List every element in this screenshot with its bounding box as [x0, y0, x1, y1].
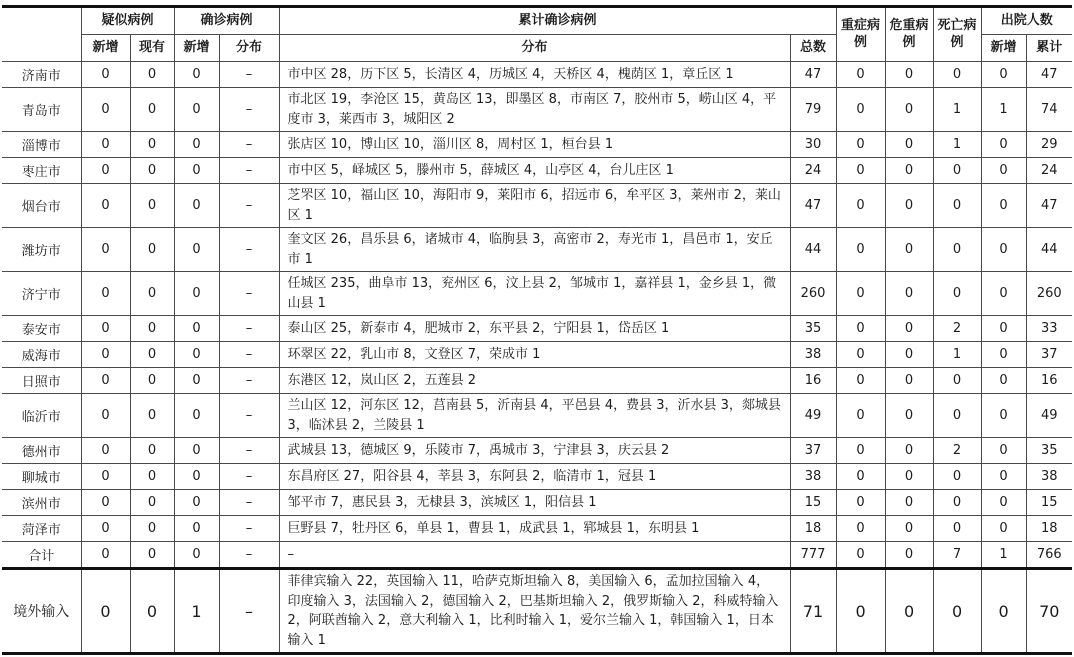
severe-cell: 0 — [836, 272, 885, 316]
severe-cell: 0 — [836, 368, 885, 394]
table-row-total — [2, 542, 1072, 569]
confirmed-new-cell: 0 — [174, 394, 219, 438]
header-discharged-cum: 累计 — [1026, 35, 1072, 62]
cumulative-total-cell: 260 — [790, 272, 836, 316]
suspected-existing-cell: 0 — [130, 88, 174, 132]
cumulative-total-cell: 79 — [790, 88, 836, 132]
confirmed-new-cell: 1 — [174, 569, 219, 654]
cumulative-total-cell: 777 — [790, 542, 836, 569]
table-row — [2, 158, 1072, 184]
confirmed-new-cell: 0 — [174, 368, 219, 394]
cumulative-total-cell: 38 — [790, 464, 836, 490]
cumulative-total-cell: 37 — [790, 438, 836, 464]
severe-cell: 0 — [836, 158, 885, 184]
discharged-cum-cell: 15 — [1026, 490, 1072, 516]
discharged-cum-cell: 16 — [1026, 368, 1072, 394]
confirmed-new-cell: 0 — [174, 542, 219, 569]
header-discharged-group: 出院人数 — [981, 7, 1072, 35]
death-cell: 0 — [933, 368, 981, 394]
cumulative-total-cell: 30 — [790, 132, 836, 158]
suspected-new-cell: 0 — [81, 368, 130, 394]
discharged-cum-cell: 260 — [1026, 272, 1072, 316]
suspected-existing-cell: 0 — [130, 438, 174, 464]
severe-cell: 0 — [836, 516, 885, 542]
city-cell: 枣庄市 — [2, 158, 81, 184]
suspected-new-cell: 0 — [81, 272, 130, 316]
confirmed-new-cell: 0 — [174, 316, 219, 342]
critical-cell: 0 — [885, 394, 933, 438]
discharged-new-cell: 0 — [981, 316, 1026, 342]
suspected-existing-cell: 0 — [130, 316, 174, 342]
city-cell: 泰安市 — [2, 316, 81, 342]
table-row — [2, 464, 1072, 490]
cumulative-total-cell: 35 — [790, 316, 836, 342]
severe-cell: 0 — [836, 542, 885, 569]
discharged-new-cell: 0 — [981, 62, 1026, 88]
suspected-new-cell: 0 — [81, 342, 130, 368]
death-cell: 0 — [933, 464, 981, 490]
header-discharged-new: 新增 — [981, 35, 1026, 62]
confirmed-dist-cell: – — [219, 88, 279, 132]
header-severe: 重症病例 — [836, 7, 885, 62]
death-cell: 2 — [933, 316, 981, 342]
severe-cell: 0 — [836, 438, 885, 464]
critical-cell: 0 — [885, 184, 933, 228]
critical-cell: 0 — [885, 88, 933, 132]
suspected-existing-cell: 0 — [130, 542, 174, 569]
confirmed-dist-cell: – — [219, 368, 279, 394]
confirmed-dist-cell: – — [219, 516, 279, 542]
cumulative-dist-cell: 兰山区 12，河东区 12，莒南县 5，沂南县 4，平邑县 4，费县 3，沂水县 3，郯城县 3，临沭县 2，兰陵县 1 — [279, 394, 790, 438]
severe-cell: 0 — [836, 88, 885, 132]
critical-cell: 0 — [885, 516, 933, 542]
death-cell: 2 — [933, 438, 981, 464]
confirmed-new-cell: 0 — [174, 490, 219, 516]
cumulative-total-cell: 49 — [790, 394, 836, 438]
corner-cell — [2, 7, 81, 62]
critical-cell: 0 — [885, 464, 933, 490]
cumulative-total-cell: 15 — [790, 490, 836, 516]
cumulative-dist-cell: 环翠区 22，乳山市 8，文登区 7，荣成市 1 — [279, 342, 790, 368]
confirmed-new-cell: 0 — [174, 516, 219, 542]
death-cell: 0 — [933, 490, 981, 516]
confirmed-dist-cell: – — [219, 228, 279, 272]
suspected-existing-cell: 0 — [130, 368, 174, 394]
suspected-existing-cell: 0 — [130, 464, 174, 490]
city-cell: 境外输入 — [2, 569, 81, 654]
suspected-new-cell: 0 — [81, 184, 130, 228]
cumulative-total-cell: 44 — [790, 228, 836, 272]
cumulative-dist-cell: 张店区 10，博山区 10，淄川区 8，周村区 1，桓台县 1 — [279, 132, 790, 158]
cumulative-dist-cell: 奎文区 26，昌乐县 6，诸城市 4，临朐县 3，高密市 2，寿光市 1，昌邑市 1，安丘市 1 — [279, 228, 790, 272]
death-cell: 0 — [933, 272, 981, 316]
critical-cell: 0 — [885, 228, 933, 272]
header-cumulative-group: 累计确诊病例 — [279, 7, 836, 35]
confirmed-dist-cell: – — [219, 490, 279, 516]
confirmed-new-cell: 0 — [174, 228, 219, 272]
suspected-existing-cell: 0 — [130, 342, 174, 368]
confirmed-dist-cell: – — [219, 316, 279, 342]
suspected-existing-cell: 0 — [130, 184, 174, 228]
table-row-imported — [2, 569, 1072, 654]
city-cell: 淄博市 — [2, 132, 81, 158]
death-cell: 0 — [933, 569, 981, 654]
cumulative-dist-cell: 东港区 12，岚山区 2，五莲县 2 — [279, 368, 790, 394]
confirmed-new-cell: 0 — [174, 184, 219, 228]
cumulative-dist-cell: 芝罘区 10，福山区 10，海阳市 9，莱阳市 6，招远市 6，牟平区 3，莱州市 2，莱山区 1 — [279, 184, 790, 228]
critical-cell: 0 — [885, 316, 933, 342]
severe-cell: 0 — [836, 464, 885, 490]
critical-cell: 0 — [885, 542, 933, 569]
death-cell: 1 — [933, 342, 981, 368]
table-row — [2, 394, 1072, 438]
header-suspected-group: 疑似病例 — [81, 7, 174, 35]
suspected-new-cell: 0 — [81, 316, 130, 342]
suspected-new-cell: 0 — [81, 88, 130, 132]
severe-cell: 0 — [836, 490, 885, 516]
city-cell: 济宁市 — [2, 272, 81, 316]
discharged-new-cell: 0 — [981, 158, 1026, 184]
header-confirmed-new: 新增 — [174, 35, 219, 62]
critical-cell: 0 — [885, 438, 933, 464]
city-cell: 烟台市 — [2, 184, 81, 228]
death-cell: 1 — [933, 132, 981, 158]
death-cell: 0 — [933, 394, 981, 438]
city-cell: 德州市 — [2, 438, 81, 464]
discharged-new-cell: 0 — [981, 490, 1026, 516]
header-confirmed-dist: 分布 — [219, 35, 279, 62]
confirmed-new-cell: 0 — [174, 158, 219, 184]
severe-cell: 0 — [836, 342, 885, 368]
discharged-cum-cell: 29 — [1026, 132, 1072, 158]
header-cumulative-dist: 分布 — [279, 35, 790, 62]
cumulative-dist-cell: 武城县 13，德城区 9，乐陵市 7，禹城市 3，宁津县 3，庆云县 2 — [279, 438, 790, 464]
cumulative-dist-cell: 巨野县 7，牡丹区 6，单县 1，曹县 1，成武县 1，郓城县 1，东明县 1 — [279, 516, 790, 542]
critical-cell: 0 — [885, 368, 933, 394]
suspected-new-cell: 0 — [81, 394, 130, 438]
suspected-new-cell: 0 — [81, 569, 130, 654]
table-body — [2, 62, 1072, 654]
severe-cell: 0 — [836, 228, 885, 272]
discharged-cum-cell: 33 — [1026, 316, 1072, 342]
header-suspected-existing: 现有 — [130, 35, 174, 62]
cumulative-total-cell: 47 — [790, 184, 836, 228]
confirmed-new-cell: 0 — [174, 272, 219, 316]
city-cell: 滨州市 — [2, 490, 81, 516]
discharged-cum-cell: 35 — [1026, 438, 1072, 464]
confirmed-new-cell: 0 — [174, 88, 219, 132]
table-row — [2, 184, 1072, 228]
cumulative-total-cell: 24 — [790, 158, 836, 184]
confirmed-dist-cell: – — [219, 542, 279, 569]
discharged-new-cell: 1 — [981, 88, 1026, 132]
suspected-existing-cell: 0 — [130, 569, 174, 654]
severe-cell: 0 — [836, 569, 885, 654]
suspected-existing-cell: 0 — [130, 516, 174, 542]
death-cell: 1 — [933, 88, 981, 132]
discharged-new-cell: 0 — [981, 272, 1026, 316]
table-row — [2, 62, 1072, 88]
discharged-cum-cell: 766 — [1026, 542, 1072, 569]
discharged-new-cell: 0 — [981, 438, 1026, 464]
suspected-new-cell: 0 — [81, 542, 130, 569]
cumulative-total-cell: 47 — [790, 62, 836, 88]
cumulative-dist-cell: – — [279, 542, 790, 569]
confirmed-dist-cell: – — [219, 394, 279, 438]
critical-cell: 0 — [885, 132, 933, 158]
suspected-new-cell: 0 — [81, 490, 130, 516]
critical-cell: 0 — [885, 342, 933, 368]
suspected-new-cell: 0 — [81, 438, 130, 464]
confirmed-dist-cell: – — [219, 464, 279, 490]
table-row — [2, 342, 1072, 368]
table-header — [2, 7, 1072, 62]
cumulative-total-cell: 71 — [790, 569, 836, 654]
critical-cell: 0 — [885, 62, 933, 88]
cumulative-dist-cell: 菲律宾输入 22，英国输入 11，哈萨克斯坦输入 8，美国输入 6，孟加拉国输入 4，印度输入 3，法国输入 2，德国输入 2，巴基斯坦输入 2，俄罗斯输入 2，科威特输入 2，阿联酋输入 2，意大利输入 1，比利时输入 1，爱尔兰输入 1，韩国输入 1，日本输入 1 — [279, 569, 790, 654]
critical-cell: 0 — [885, 490, 933, 516]
suspected-existing-cell: 0 — [130, 62, 174, 88]
discharged-cum-cell: 49 — [1026, 394, 1072, 438]
confirmed-dist-cell: – — [219, 158, 279, 184]
city-cell: 威海市 — [2, 342, 81, 368]
cumulative-dist-cell: 市中区 28，历下区 5，长清区 4，历城区 4，天桥区 4，槐荫区 1，章丘区 1 — [279, 62, 790, 88]
severe-cell: 0 — [836, 316, 885, 342]
confirmed-dist-cell: – — [219, 342, 279, 368]
critical-cell: 0 — [885, 272, 933, 316]
discharged-cum-cell: 24 — [1026, 158, 1072, 184]
city-cell: 菏泽市 — [2, 516, 81, 542]
cumulative-dist-cell: 邹平市 7，惠民县 3，无棣县 3，滨城区 1，阳信县 1 — [279, 490, 790, 516]
severe-cell: 0 — [836, 394, 885, 438]
suspected-new-cell: 0 — [81, 228, 130, 272]
table-row — [2, 228, 1072, 272]
discharged-new-cell: 0 — [981, 132, 1026, 158]
discharged-new-cell: 0 — [981, 464, 1026, 490]
discharged-cum-cell: 38 — [1026, 464, 1072, 490]
header-cumulative-total: 总数 — [790, 35, 836, 62]
discharged-new-cell: 0 — [981, 516, 1026, 542]
discharged-cum-cell: 37 — [1026, 342, 1072, 368]
city-cell: 青岛市 — [2, 88, 81, 132]
city-cell: 潍坊市 — [2, 228, 81, 272]
suspected-new-cell: 0 — [81, 464, 130, 490]
table-row — [2, 88, 1072, 132]
suspected-new-cell: 0 — [81, 62, 130, 88]
suspected-existing-cell: 0 — [130, 228, 174, 272]
table-row — [2, 132, 1072, 158]
severe-cell: 0 — [836, 184, 885, 228]
critical-cell: 0 — [885, 158, 933, 184]
suspected-existing-cell: 0 — [130, 394, 174, 438]
city-cell: 合计 — [2, 542, 81, 569]
death-cell: 0 — [933, 158, 981, 184]
table-row — [2, 272, 1072, 316]
cumulative-total-cell: 16 — [790, 368, 836, 394]
confirmed-new-cell: 0 — [174, 132, 219, 158]
discharged-new-cell: 0 — [981, 342, 1026, 368]
header-death: 死亡病例 — [933, 7, 981, 62]
death-cell: 0 — [933, 184, 981, 228]
death-cell: 0 — [933, 516, 981, 542]
severe-cell: 0 — [836, 132, 885, 158]
critical-cell: 0 — [885, 569, 933, 654]
suspected-existing-cell: 0 — [130, 158, 174, 184]
header-critical: 危重病例 — [885, 7, 933, 62]
shandong-covid-cases-table — [2, 5, 1072, 655]
cumulative-dist-cell: 市北区 19，李沧区 15，黄岛区 13，即墨区 8，市南区 7，胶州市 5，崂山区 4，平度市 3，莱西市 3，城阳区 2 — [279, 88, 790, 132]
suspected-existing-cell: 0 — [130, 490, 174, 516]
city-cell: 日照市 — [2, 368, 81, 394]
cumulative-dist-cell: 市中区 5，峄城区 5，滕州市 5，薛城区 4，山亭区 4，台儿庄区 1 — [279, 158, 790, 184]
confirmed-dist-cell: – — [219, 438, 279, 464]
confirmed-dist-cell: – — [219, 569, 279, 654]
cumulative-total-cell: 18 — [790, 516, 836, 542]
table-row — [2, 438, 1072, 464]
city-cell: 济南市 — [2, 62, 81, 88]
cumulative-dist-cell: 东昌府区 27，阳谷县 4，莘县 3，东阿县 2，临清市 1，冠县 1 — [279, 464, 790, 490]
city-cell: 临沂市 — [2, 394, 81, 438]
header-row-groups — [2, 7, 1072, 35]
discharged-cum-cell: 47 — [1026, 184, 1072, 228]
discharged-cum-cell: 70 — [1026, 569, 1072, 654]
death-cell: 0 — [933, 228, 981, 272]
header-confirmed-group: 确诊病例 — [174, 7, 279, 35]
confirmed-new-cell: 0 — [174, 438, 219, 464]
death-cell: 0 — [933, 62, 981, 88]
city-cell: 聊城市 — [2, 464, 81, 490]
suspected-new-cell: 0 — [81, 132, 130, 158]
discharged-cum-cell: 47 — [1026, 62, 1072, 88]
severe-cell: 0 — [836, 62, 885, 88]
discharged-new-cell: 0 — [981, 228, 1026, 272]
table-row — [2, 516, 1072, 542]
suspected-existing-cell: 0 — [130, 272, 174, 316]
discharged-new-cell: 0 — [981, 368, 1026, 394]
confirmed-new-cell: 0 — [174, 464, 219, 490]
cumulative-dist-cell: 泰山区 25，新泰市 4，肥城市 2，东平县 2，宁阳县 1，岱岳区 1 — [279, 316, 790, 342]
cumulative-dist-cell: 任城区 235，曲阜市 13，兖州区 6，汶上县 2，邹城市 1，嘉祥县 1，金乡县 1，微山县 1 — [279, 272, 790, 316]
confirmed-dist-cell: – — [219, 62, 279, 88]
discharged-cum-cell: 44 — [1026, 228, 1072, 272]
discharged-new-cell: 1 — [981, 542, 1026, 569]
confirmed-new-cell: 0 — [174, 62, 219, 88]
death-cell: 7 — [933, 542, 981, 569]
confirmed-dist-cell: – — [219, 184, 279, 228]
discharged-new-cell: 0 — [981, 394, 1026, 438]
suspected-new-cell: 0 — [81, 516, 130, 542]
discharged-cum-cell: 18 — [1026, 516, 1072, 542]
discharged-new-cell: 0 — [981, 569, 1026, 654]
discharged-cum-cell: 74 — [1026, 88, 1072, 132]
table-row — [2, 368, 1072, 394]
confirmed-dist-cell: – — [219, 132, 279, 158]
discharged-new-cell: 0 — [981, 184, 1026, 228]
cumulative-total-cell: 38 — [790, 342, 836, 368]
confirmed-dist-cell: – — [219, 272, 279, 316]
confirmed-new-cell: 0 — [174, 342, 219, 368]
header-suspected-new: 新增 — [81, 35, 130, 62]
suspected-new-cell: 0 — [81, 158, 130, 184]
table-row — [2, 316, 1072, 342]
suspected-existing-cell: 0 — [130, 132, 174, 158]
